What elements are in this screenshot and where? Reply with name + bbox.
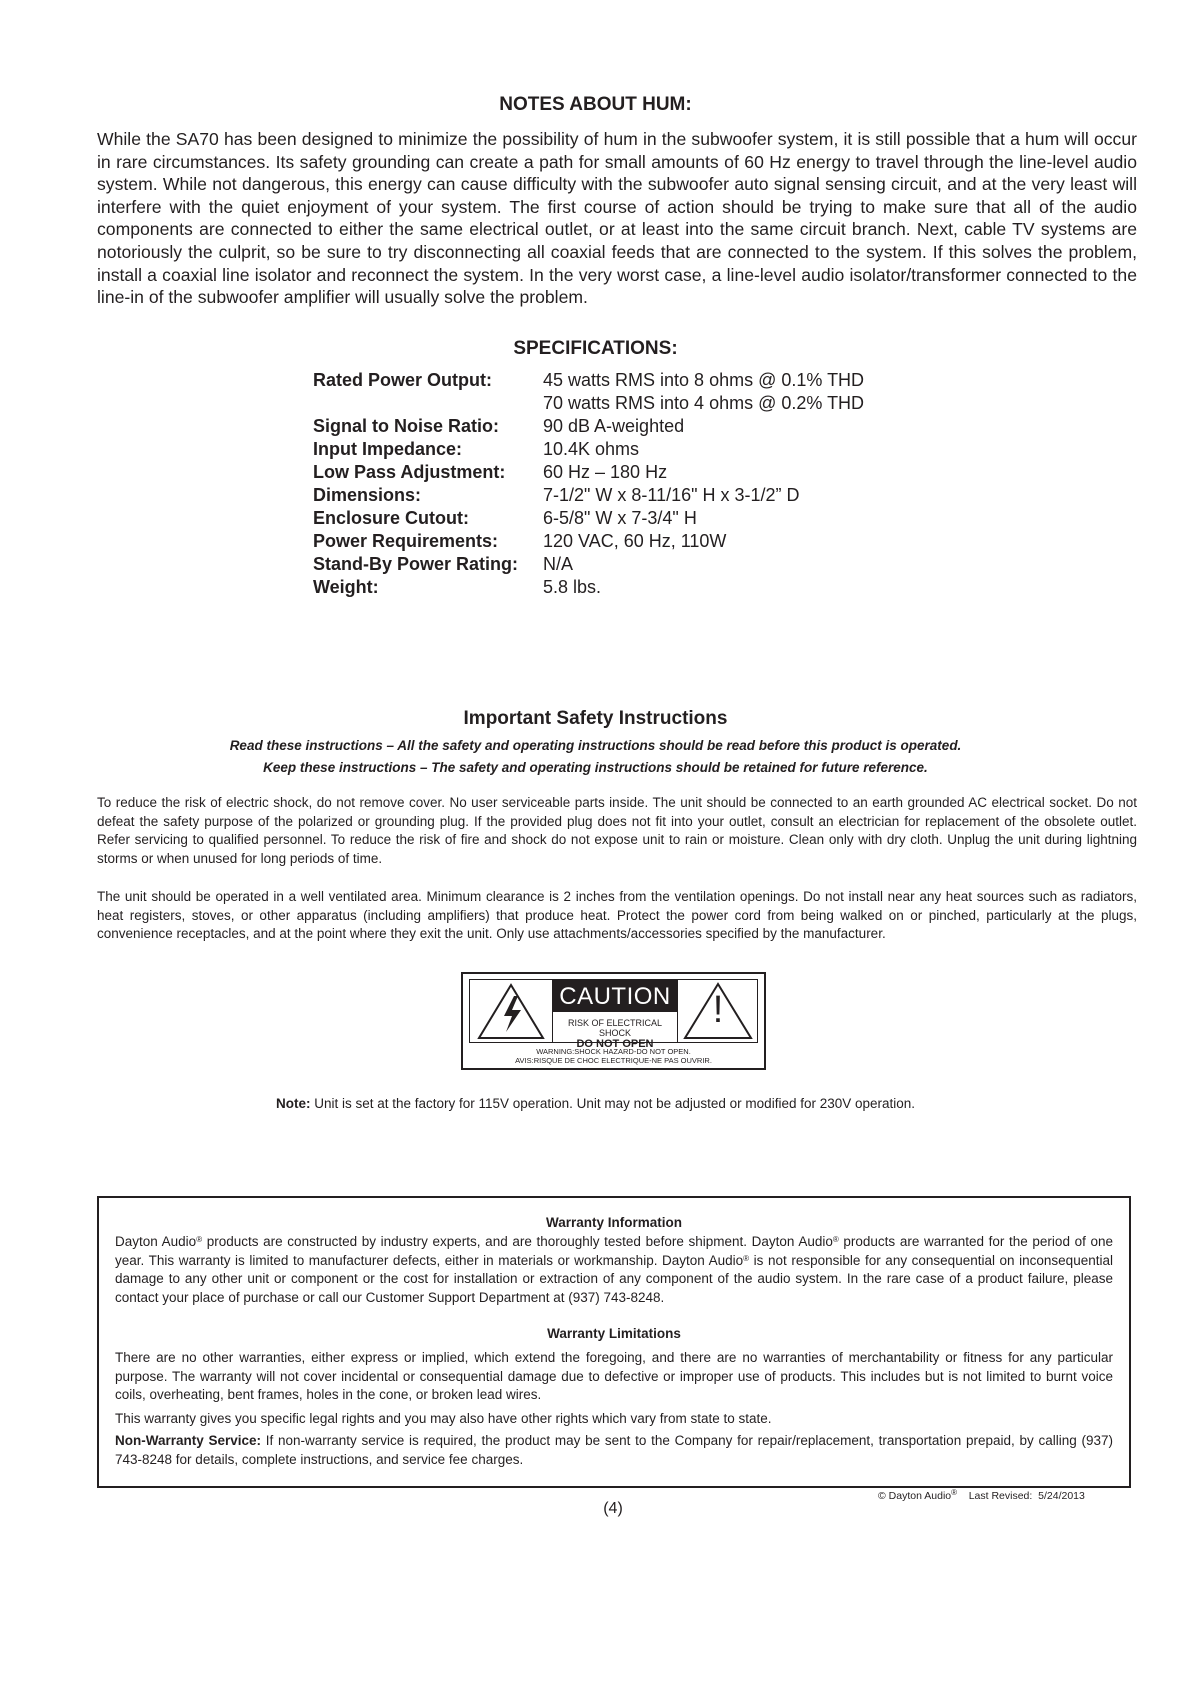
spec-row <box>313 530 864 553</box>
spec-label: Weight: <box>313 577 379 597</box>
caution-warning-en: WARNING:SHOCK HAZARD-DO NOT OPEN. <box>536 1047 691 1056</box>
specs-title: SPECIFICATIONS: <box>513 338 678 359</box>
spec-label: Power Requirements: <box>313 531 499 551</box>
hum-title: NOTES ABOUT HUM: <box>499 94 692 115</box>
non-warranty-label: Non-Warranty Service: <box>115 1433 262 1448</box>
spec-value: 5.8 lbs. <box>543 577 602 597</box>
registered-mark: ® <box>832 1235 839 1244</box>
spec-value <box>543 369 864 415</box>
spec-row <box>313 369 864 415</box>
caution-label <box>461 972 766 1070</box>
spec-value: 120 VAC, 60 Hz, 110W <box>543 531 727 551</box>
spec-value: 7-1/2" W x 8-11/16" H x 3-1/2” D <box>543 485 800 505</box>
caution-warning-text <box>463 1047 764 1065</box>
safety-title: Important Safety Instructions <box>463 708 728 729</box>
spec-row <box>313 438 864 461</box>
safety-paragraph-1: To reduce the risk of electric shock, do not remove cover. No user serviceable parts inside. The unit should be connected to an earth grounded AC electrical socket. Do not defeat the safety purpose of the polarized or grounding plug. If the provided plug does not fit into your outlet, consult an electrician for replacement of the obsolete outlet. Refer servicing to qualified personnel. To reduce the risk of fire and shock do not expose unit to rain or moisture. Clean only with dry cloth. Unplug the unit during lightning storms or when unused for long periods of time. <box>97 795 1137 866</box>
footer-copyright: © Dayton Audio <box>878 1490 952 1502</box>
spec-value: 90 dB A-weighted <box>543 416 685 436</box>
registered-mark: ® <box>196 1235 203 1244</box>
warranty-info-title: Warranty Information <box>545 1215 682 1230</box>
lightning-triangle-icon <box>476 982 546 1040</box>
spec-value: N/A <box>543 554 574 574</box>
warranty-box <box>97 1196 1131 1488</box>
caution-do-not-open: DO NOT OPEN <box>576 1038 654 1050</box>
spec-value-line: 45 watts RMS into 8 ohms @ 0.1% THD <box>543 370 865 390</box>
factory-note <box>0 1096 1191 1111</box>
warranty-info-text: products are constructed by industry experts, and are thoroughly tested before shipment. Dayton Audio <box>202 1234 833 1249</box>
non-warranty-text: If non-warranty service is required, the product may be sent to the Company for repair/replacement, transportation prepaid, by calling (937) 743-8248 for details, complete instructions, and service fee charges. <box>115 1433 1113 1467</box>
spec-value: 6-5/8" W x 7-3/4" H <box>543 508 697 528</box>
hum-paragraph: While the SA70 has been designed to minimize the possibility of hum in the subwoofer system, it is still possible that a hum will occur in rare circumstances. Its safety grounding can create a path for small amounts of 60 Hz energy to travel through the line-level audio system. While not dangerous, this energy can cause difficulty with the subwoofer auto signal sensing circuit, and at the very least will interfere with the quiet enjoyment of your system. The first course of action should be trying to make sure that all of the audio components are connected to either the same electrical outlet, or at least into the same circuit branch. Next, cable TV systems are notoriously the culprit, so be sure to try disconnecting all coaxial feeds that are connected to the system. If this solves the problem, install a coaxial line isolator and reconnect the system. In the very worst case, a line-level audio isolator/transformer connected to the line-in of the subwoofer amplifier will usually solve the problem. <box>97 129 1137 308</box>
warranty-info-paragraph <box>115 1233 1113 1307</box>
warranty-info-text: is not responsible for any consequential on inconsequential damage to any other unit or component or the cost for installation or extraction of any component of the audio system. In the rare case of a product failure, please contact your place of purchase or call our Customer Support Department at (937) 743-8248. <box>115 1252 1113 1305</box>
brand-name: Dayton Audio <box>115 1234 197 1249</box>
caution-title: CAUTION <box>553 980 677 1012</box>
caution-center-panel <box>552 980 678 1050</box>
warranty-rights-paragraph: This warranty gives you specific legal rights and you may also have other rights which vary from state to state. <box>115 1411 772 1426</box>
warranty-limitations-paragraph: There are no other warranties, either express or implied, which extend the foregoing, and there are no warranties of merchantability or fitness for any particular purpose. The warranty will not cover incidental or consequential damage due to defective or improper use of products. This includes but is not limited to burnt voice coils, overheating, bent frames, holes in the cone, or broken lead wires. <box>115 1350 1113 1402</box>
spec-row <box>313 461 864 484</box>
spec-label: Dimensions: <box>313 485 422 505</box>
safety-keep-line: Keep these instructions – The safety and operating instructions should be retained for future reference. <box>263 760 928 775</box>
exclamation-triangle-icon <box>682 980 754 1042</box>
caution-warning-fr: AVIS:RISQUE DE CHOC ELECTRIQUE-NE PAS OUVRIR. <box>515 1056 712 1065</box>
spec-value: 10.4K ohms <box>543 439 640 459</box>
safety-paragraph-2: The unit should be operated in a well ventilated area. Minimum clearance is 2 inches from the ventilation openings. Do not install near any heat sources such as radiators, heat registers, stoves, or other apparatus (including amplifiers) that produce heat. Protect the power cord from being walked on or pinched, particularly at the plugs, convenience receptacles, and at the point where they exit the unit. Only use attachments/accessories specified by the manufacturer. <box>97 889 1137 941</box>
spec-label: Rated Power Output: <box>313 370 492 390</box>
spec-label: Stand-By Power Rating: <box>313 554 519 574</box>
spec-row <box>313 507 864 530</box>
caution-inner-frame <box>469 979 758 1050</box>
spec-row <box>313 415 864 438</box>
spec-row <box>313 576 864 599</box>
registered-mark: ® <box>951 1488 958 1497</box>
registered-mark: ® <box>743 1253 750 1263</box>
safety-read-line: Read these instructions – All the safety and operating instructions should be read before this product is operated. <box>229 738 962 753</box>
spec-row <box>313 553 864 576</box>
spec-value-line: 70 watts RMS into 4 ohms @ 0.2% THD <box>543 393 865 413</box>
warranty-limitations-title: Warranty Limitations <box>547 1326 681 1341</box>
spec-value: 60 Hz – 180 Hz <box>543 462 668 482</box>
spec-label: Signal to Noise Ratio: <box>313 416 500 436</box>
spec-row <box>313 484 864 507</box>
spec-label: Input Impedance: <box>313 439 463 459</box>
non-warranty-paragraph <box>115 1432 1113 1469</box>
spec-label: Low Pass Adjustment: <box>313 462 506 482</box>
note-text: Unit is set at the factory for 115V operation. Unit may not be adjusted or modified for 230V operation. <box>310 1096 916 1111</box>
spec-label: Enclosure Cutout: <box>313 508 469 528</box>
note-label: Note: <box>275 1096 311 1111</box>
exclamation-mark: ! <box>712 989 724 1031</box>
page-number: (4) <box>603 1500 623 1517</box>
caution-risk-text: RISK OF ELECTRICAL SHOCK <box>567 1018 663 1038</box>
spec-table <box>313 369 864 599</box>
footer-last-revised: Last Revised: 5/24/2013 <box>957 1490 1085 1502</box>
warranty-info-text: products are warranted for the period of one year. This warranty is limited to manufacturer defects, either in materials or workmanship. Dayton Audio <box>115 1234 1114 1268</box>
